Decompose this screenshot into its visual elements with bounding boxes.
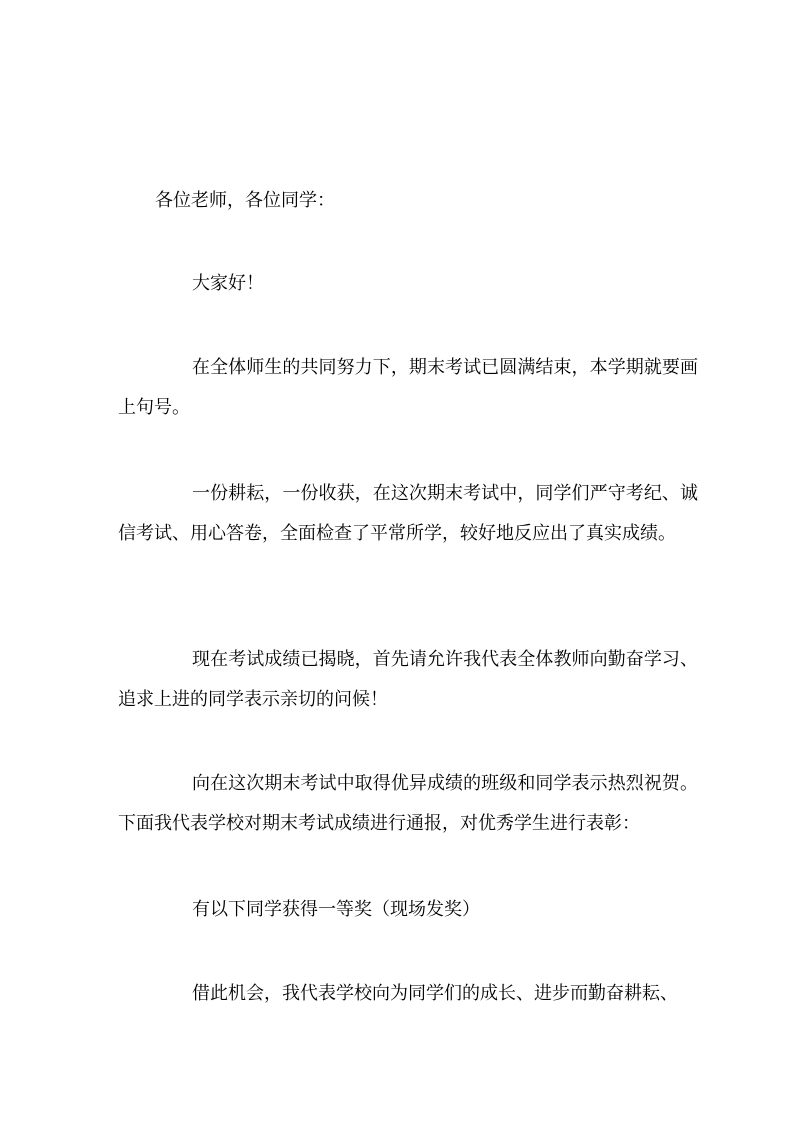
paragraph-effort: 一份耕耘，一份收获，在这次期末考试中，同学们严守考纪、诚信考试、用心答卷，全面检查了平常所学，较好地反应出了真实成绩。 — [118, 483, 698, 544]
paragraph-exam-ended: 在全体师生的共同努力下，期末考试已圆满结束，本学期就要画上句号。 — [118, 357, 698, 418]
paragraph-first-prize: 有以下同学获得一等奖（现场发奖） — [192, 899, 480, 920]
paragraph-thanks: 借此机会，我代表学校向为同学们的成长、进步而勤奋耕耘、 — [192, 983, 678, 1004]
paragraph-results-announced: 现在考试成绩已揭晓，首先请允许我代表全体教师向勤奋学习、追求上进的同学表示亲切的问候！ — [118, 649, 698, 710]
paragraph-congratulations: 向在这次期末考试中取得优异成绩的班级和同学表示热烈祝贺。下面我代表学校对期末考试成绩进行通报，对优秀学生进行表彰： — [118, 773, 698, 834]
paragraph-greeting: 大家好！ — [192, 273, 264, 294]
salutation: 各位老师，各位同学： — [155, 190, 335, 211]
